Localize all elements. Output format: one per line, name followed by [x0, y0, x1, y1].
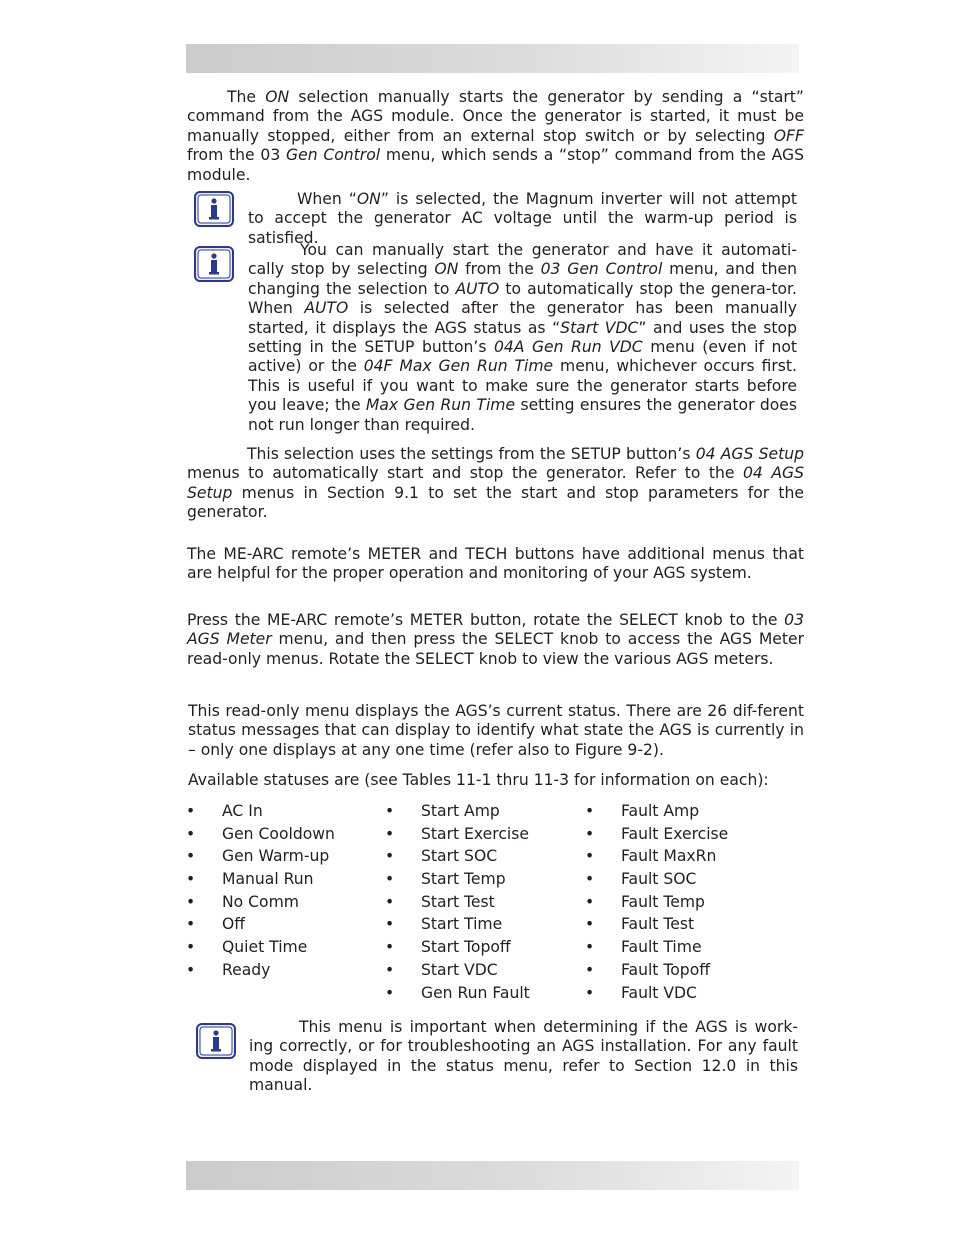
- bullet: •: [585, 938, 595, 957]
- note-status-troubleshooting: This menu is important when determining if the AGS is work-ing correctly, or for troubleshooting an AGS installation. For any fault mode displayed in the status menu, refer to Section 12.0 in this manual.: [249, 1018, 798, 1095]
- status-list-item: [585, 913, 765, 936]
- note-manual-start-auto-stop: You can manually start the generator and have it automati-cally stop by selecting ON from the 03 Gen Control menu, and then changing the selection to AUTO to automatically stop the genera-tor. When AUTO is selected after the generator has been manually started, it displays the AGS status as “Start VDC” and uses the stop setting in the SETUP button’s 04A Gen Run VDC menu (even if not active) or the 04F Max Gen Run Time menu, whichever occurs first. This is useful if you want to make sure the generator starts before you leave; the Max Gen Run Time setting ensures the generator does not run longer than required.: [248, 241, 798, 434]
- status-list-item: [385, 891, 565, 914]
- bullet: •: [186, 915, 196, 934]
- status-list-item: [585, 982, 765, 1005]
- status-label: Gen Cooldown: [222, 824, 335, 843]
- status-list-item: [385, 959, 565, 982]
- ags-status-paragraph: This read-only menu displays the AGS’s current status. There are 26 dif-ferent status messages that can display to identify what state the AGS is currently in – only one displays at any one time (refer also to Figure 9-2).: [188, 702, 804, 759]
- status-label: Fault Amp: [621, 802, 700, 820]
- auto-selection-paragraph: This selection uses the settings from the SETUP button’s 04 AGS Setup menus to automatically start and stop the generator. Refer to the 04 AGS Setup menus in Section 9.1 to set the start and stop parameters for the generator.: [187, 445, 804, 522]
- status-label: Start SOC: [421, 847, 498, 866]
- bullet: •: [585, 983, 595, 1002]
- info-icon: [194, 246, 234, 282]
- bullet: •: [186, 824, 196, 843]
- status-label: Manual Run: [222, 870, 314, 889]
- bullet: •: [585, 870, 595, 889]
- on-selection-paragraph: The ON selection manually starts the generator by sending a “start” command from the AGS module. Once the generator is started, it must be manually stopped, either from an external stop switch or by selecting OFF from the 03 Gen Control menu, which sends a “stop” command from the AGS module.: [187, 88, 805, 184]
- bullet: •: [186, 870, 196, 889]
- status-list-item: [385, 982, 565, 1005]
- status-list-item: [385, 845, 565, 868]
- status-list-item: [585, 823, 765, 846]
- status-list-item: [385, 936, 565, 959]
- status-label: No Comm: [222, 892, 299, 911]
- status-list-item: [186, 959, 366, 982]
- status-list-column-1: [186, 800, 366, 982]
- bullet: •: [186, 847, 196, 866]
- status-label: Start Temp: [421, 870, 506, 889]
- status-list-item: [585, 891, 765, 914]
- status-list-item: [186, 891, 366, 914]
- bullet: •: [385, 870, 395, 889]
- status-label: Fault Time: [621, 938, 702, 957]
- footer-band: [186, 1161, 799, 1190]
- status-label: Fault Temp: [621, 892, 705, 911]
- note-on-warmup: When “ON” is selected, the Magnum inverter will not attempt to accept the generator AC voltage until the warm-up period is satisfied.: [248, 190, 797, 247]
- available-statuses-line: Available statuses are (see Tables 11-1 thru 11-3 for information on each):: [188, 771, 769, 789]
- bullet: •: [385, 892, 395, 911]
- status-list-item: [585, 845, 765, 868]
- status-list-item: [186, 913, 366, 936]
- bullet: •: [385, 824, 395, 843]
- status-label: Fault Exercise: [621, 824, 729, 843]
- status-label: AC In: [222, 802, 263, 820]
- status-label: Fault Test: [621, 915, 695, 934]
- status-label: Start Exercise: [421, 824, 529, 843]
- status-list-item: [186, 936, 366, 959]
- bullet: •: [585, 802, 595, 820]
- status-list-item: [385, 913, 565, 936]
- status-label: Start Test: [421, 892, 495, 911]
- bullet: •: [385, 915, 395, 934]
- bullet: •: [186, 892, 196, 911]
- ags-meter-access-paragraph: Press the ME-ARC remote’s METER button, rotate the SELECT knob to the 03 AGS Meter menu, and then press the SELECT knob to access the AGS Meter read-only menus. Rotate the SELECT knob to view the various AGS meters.: [187, 611, 804, 668]
- meter-tech-intro: The ME-ARC remote’s METER and TECH buttons have additional menus that are helpful for the proper operation and monitoring of your AGS system.: [187, 545, 804, 583]
- status-label: Start Amp: [421, 802, 500, 820]
- status-label: Ready: [222, 960, 271, 979]
- status-label: Fault VDC: [621, 983, 697, 1002]
- status-list-item: [186, 823, 366, 846]
- status-list-item: [585, 959, 765, 982]
- status-list-item: [385, 823, 565, 846]
- bullet: •: [385, 960, 395, 979]
- bullet: •: [585, 824, 595, 843]
- status-list-item: [186, 845, 366, 868]
- status-list-item: [186, 868, 366, 891]
- status-label: Gen Warm-up: [222, 847, 330, 866]
- bullet: •: [186, 802, 196, 820]
- bullet: •: [186, 960, 196, 979]
- status-list-item: [385, 868, 565, 891]
- status-label: Off: [222, 915, 246, 934]
- status-list-item: [385, 800, 565, 823]
- info-icon: [194, 191, 234, 227]
- bullet: •: [585, 960, 595, 979]
- status-list-item: [585, 936, 765, 959]
- header-band: [186, 44, 799, 73]
- bullet: •: [385, 802, 395, 820]
- bullet: •: [186, 938, 196, 957]
- status-label: Gen Run Fault: [421, 983, 530, 1002]
- bullet: •: [385, 847, 395, 866]
- status-label: Fault Topoff: [621, 960, 710, 979]
- status-label: Start Topoff: [421, 938, 511, 957]
- status-list-item: [186, 800, 366, 823]
- status-list-column-2: [385, 800, 565, 1004]
- status-label: Fault SOC: [621, 870, 697, 889]
- status-label: Start VDC: [421, 960, 498, 979]
- info-icon: [196, 1023, 236, 1059]
- bullet: •: [585, 892, 595, 911]
- status-list-item: [585, 868, 765, 891]
- status-label: Fault MaxRn: [621, 847, 717, 866]
- bullet: •: [385, 938, 395, 957]
- bullet: •: [385, 983, 395, 1002]
- status-label: Start Time: [421, 915, 503, 934]
- status-list-item: [585, 800, 765, 823]
- bullet: •: [585, 915, 595, 934]
- status-label: Quiet Time: [222, 938, 308, 957]
- status-list-column-3: [585, 800, 765, 1004]
- bullet: •: [585, 847, 595, 866]
